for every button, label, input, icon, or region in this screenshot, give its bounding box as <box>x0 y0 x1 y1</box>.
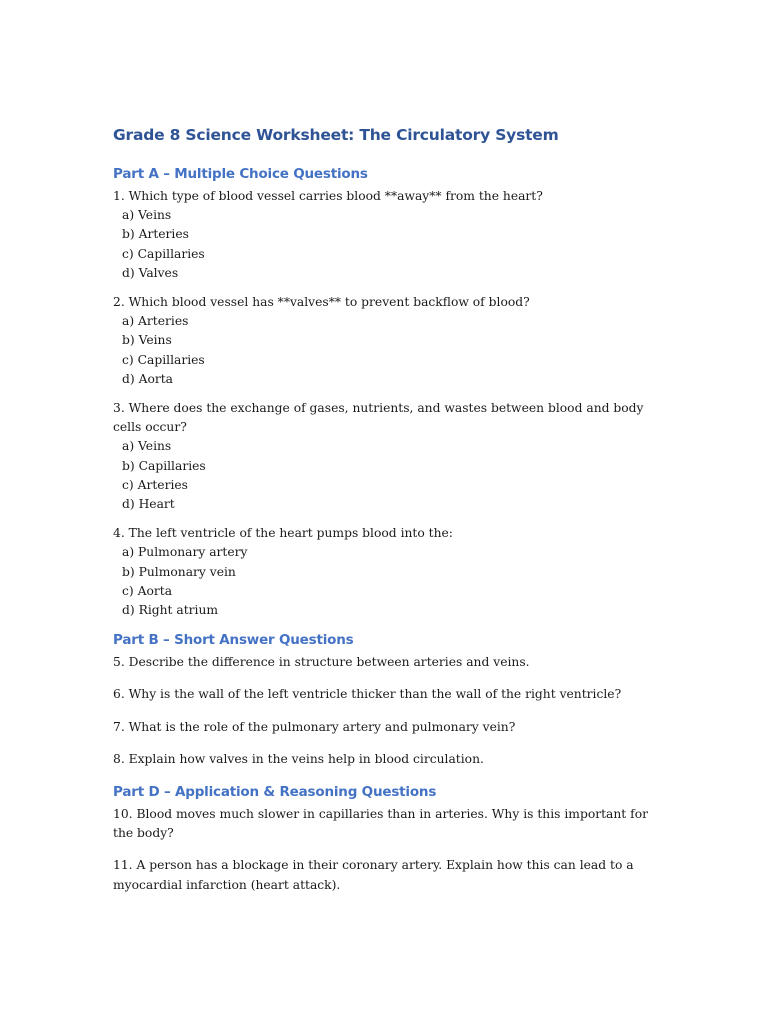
answer-option: c) Arteries <box>122 477 188 492</box>
worksheet-title: Grade 8 Science Worksheet: The Circulatory System <box>113 126 559 144</box>
part-d-section <box>113 782 653 895</box>
part-b-section <box>113 630 653 769</box>
answer-option: c) Aorta <box>122 583 173 598</box>
answer-option: d) Valves <box>122 265 179 280</box>
mc-question-4 <box>113 524 653 620</box>
reasoning-question-10: 10. Blood moves much slower in capillaries than in arteries. Why is this important for the body? <box>113 807 648 841</box>
part-d-heading: Part D – Application & Reasoning Questions <box>113 784 437 801</box>
answer-option: a) Arteries <box>122 314 189 329</box>
question-text: 3. Where does the exchange of gases, nutrients, and wastes between blood and body cells occur? <box>113 401 644 435</box>
answer-option: d) Aorta <box>122 371 174 386</box>
answer-option: c) Capillaries <box>122 246 205 261</box>
answer-option: b) Veins <box>122 333 172 348</box>
question-text: 2. Which blood vessel has **valves** to prevent backflow of blood? <box>113 295 530 310</box>
answer-option: d) Heart <box>122 497 175 512</box>
worksheet-page <box>113 124 653 908</box>
part-a-heading: Part A – Multiple Choice Questions <box>113 166 368 182</box>
question-text: 4. The left ventricle of the heart pumps blood into the: <box>113 526 453 541</box>
short-answer-question-5: 5. Describe the difference in structure between arteries and veins. <box>113 655 530 670</box>
answer-option: a) Veins <box>122 208 172 223</box>
short-answer-question-8: 8. Explain how valves in the veins help in blood circulation. <box>113 751 484 766</box>
answer-options <box>113 437 653 514</box>
part-b-heading: Part B – Short Answer Questions <box>113 632 354 649</box>
mc-question-3 <box>113 399 653 514</box>
answer-option: a) Pulmonary artery <box>122 545 248 560</box>
answer-option: b) Pulmonary vein <box>122 564 236 579</box>
answer-option: d) Right atrium <box>122 603 219 618</box>
part-a-section <box>113 164 653 620</box>
short-answer-question-7: 7. What is the role of the pulmonary artery and pulmonary vein? <box>113 719 516 734</box>
answer-options <box>113 206 653 283</box>
answer-option: a) Veins <box>122 439 172 454</box>
mc-question-2 <box>113 293 653 389</box>
answer-option: c) Capillaries <box>122 352 205 367</box>
answer-option: b) Arteries <box>122 227 189 242</box>
mc-question-1 <box>113 187 653 283</box>
answer-options <box>113 312 653 389</box>
answer-option: b) Capillaries <box>122 458 206 473</box>
reasoning-question-11: 11. A person has a blockage in their coronary artery. Explain how this can lead to a myocardial infarction (heart attack). <box>113 858 634 892</box>
question-text: 1. Which type of blood vessel carries blood **away** from the heart? <box>113 189 543 203</box>
answer-options <box>113 543 653 620</box>
short-answer-question-6: 6. Why is the wall of the left ventricle thicker than the wall of the right ventricle? <box>113 687 622 702</box>
